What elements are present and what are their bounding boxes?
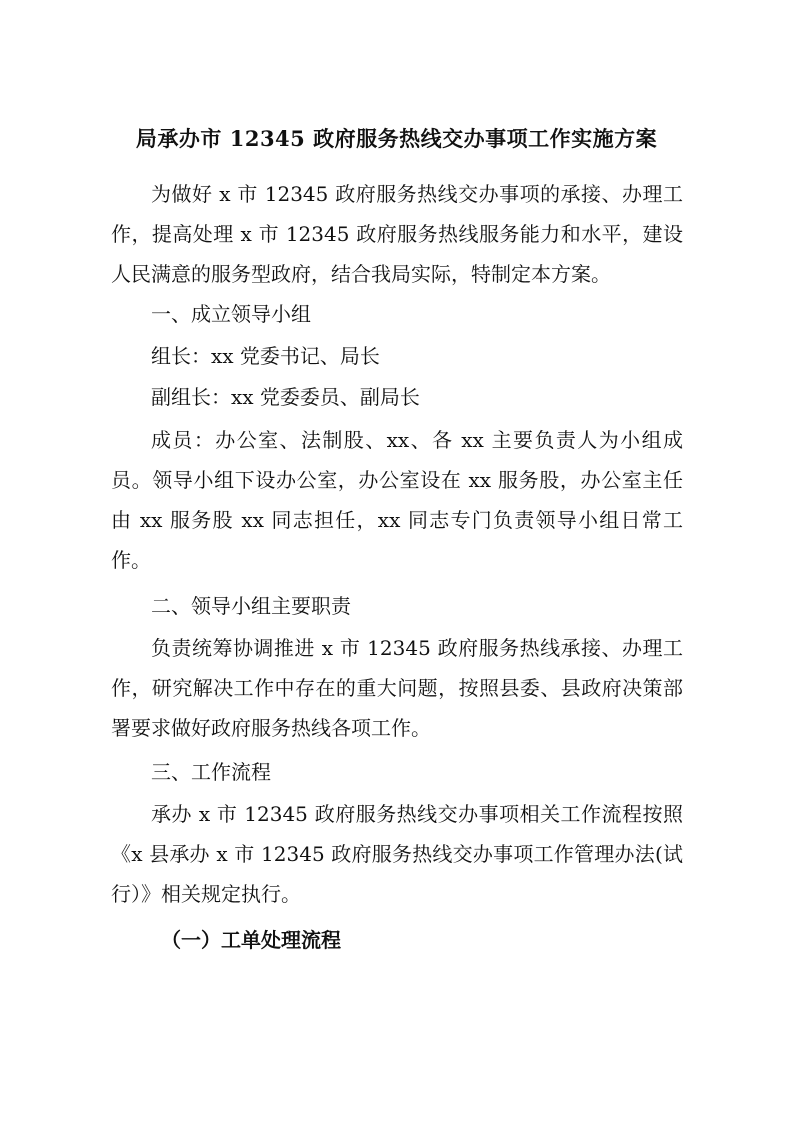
- section2-paragraph: 负责统筹协调推进 x 市 12345 政府服务热线承接、办理工作，研究解决工作中存在的重大问题，按照县委、县政府决策部署要求做好政府服务热线各项工作。: [111, 636, 683, 740]
- subsection-heading-1: （一）工单处理流程: [161, 928, 341, 952]
- document-title: 局承办市 12345 政府服务热线交办事项工作实施方案: [135, 126, 658, 151]
- members-paragraph: 成员：办公室、法制股、xx、各 xx 主要负责人为小组成员。领导小组下设办公室，办公室设在 xx 服务股，办公室主任由 xx 服务股 xx 同志担任，xx 同志专门负责领导小组日常工作。: [111, 428, 683, 572]
- intro-paragraph: 为做好 x 市 12345 政府服务热线交办事项的承接、办理工作，提高处理 x 市 12345 政府服务热线服务能力和水平，建设人民满意的服务型政府，结合我局实际，特制定本方案。: [111, 182, 683, 286]
- deputy-leader-line: 副组长：xx 党委委员、副局长: [151, 385, 420, 409]
- section-heading-3: 三、工作流程: [151, 760, 271, 784]
- section3-paragraph: 承办 x 市 12345 政府服务热线交办事项相关工作流程按照《x 县承办 x 市 12345 政府服务热线交办事项工作管理办法(试行）》相关规定执行。: [111, 802, 683, 906]
- section-heading-2: 二、领导小组主要职责: [151, 594, 351, 618]
- section-heading-1: 一、成立领导小组: [151, 302, 311, 326]
- leader-line: 组长：xx 党委书记、局长: [151, 344, 380, 368]
